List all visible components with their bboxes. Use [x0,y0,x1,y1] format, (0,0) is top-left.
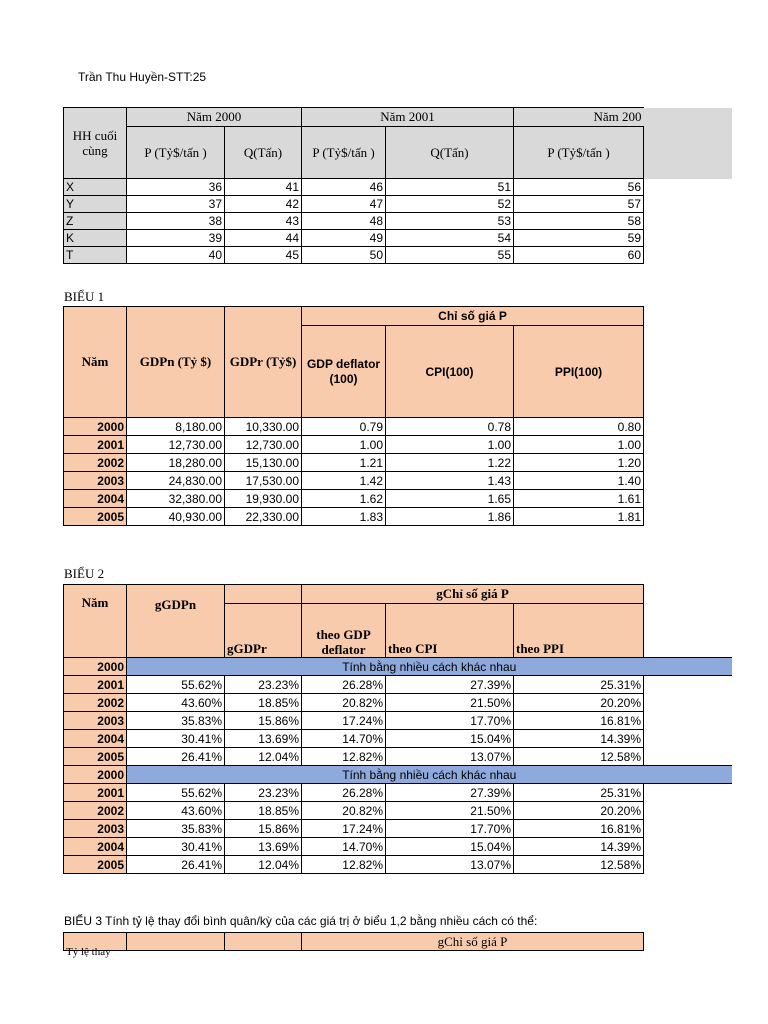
empty-cell [644,838,732,856]
year-cell: 2004 [64,490,127,508]
year-cell: 2001 [64,784,127,802]
theo-cpi-header: theo CPI [386,604,514,658]
bieu3-table-clip [63,932,644,958]
cell: 17.70% [386,820,514,838]
cell: 12.82% [302,748,386,766]
empty-cell [644,604,732,658]
cell: 55 [386,247,514,264]
cell: 53 [386,213,514,230]
gprice-index-group-header: gChỉ số giá P [302,933,644,951]
cell: 0.78 [386,418,514,436]
cell: 21.50% [386,694,514,712]
empty-cell [644,802,732,820]
goods-header: HH cuối cùng [64,108,127,179]
ggdpr-header: gGDPr [225,604,302,658]
cell: 57 [514,196,644,213]
table-row [64,247,732,264]
table-row [64,820,732,838]
empty-cell [644,856,732,874]
row-label: X [64,179,127,196]
year-cell: 2004 [64,730,127,748]
table-row [64,784,732,802]
empty-cell [644,230,732,247]
cell: 27.39% [386,676,514,694]
cell: 25.31% [514,784,644,802]
cell: 43 [225,213,302,230]
cell: 26.28% [302,676,386,694]
cell: 35.83% [127,712,225,730]
cell: 12.58% [514,856,644,874]
rate-header-text: Tỷ lệ thay [66,946,111,958]
cell: 17.24% [302,820,386,838]
document-title: Trần Thu Huyền-STT:25 [78,70,207,84]
table-row [64,676,732,694]
bieu3-table [63,932,644,958]
cell: 13.07% [386,748,514,766]
table-row [64,436,644,454]
year-cell: 2003 [64,472,127,490]
ggdpn-header: gGDPn [127,585,225,658]
empty-cell [644,213,732,230]
cell: 12.04% [225,748,302,766]
cell: 14.39% [514,838,644,856]
price-header: P (Tỷ$/tấn ) [302,127,386,179]
year-cell: 2000 [64,418,127,436]
year-cell: 2002 [64,694,127,712]
cell: 43.60% [127,802,225,820]
empty-cell [644,179,732,196]
cell: 59 [514,230,644,247]
cell: 18.85% [225,694,302,712]
cell: 30.41% [127,730,225,748]
bieu2-table [63,584,732,874]
empty-header [225,585,302,604]
cell: 25.31% [514,676,644,694]
method-band-row [64,766,732,784]
row-label: Y [64,196,127,213]
table-row [64,856,732,874]
cell: 32,380.00 [127,490,225,508]
table-row [64,230,732,247]
cell: 46 [302,179,386,196]
cpi-header: CPI(100) [386,326,514,418]
cell: 0.79 [302,418,386,436]
gprice-index-group-header: gChỉ số giá P [302,585,644,604]
empty-cell [644,247,732,264]
cell: 1.00 [386,436,514,454]
cell: 12,730.00 [127,436,225,454]
empty-header [127,933,225,951]
cell: 1.83 [302,508,386,526]
table-row [64,196,732,213]
year-cell: 2001 [64,676,127,694]
cell: 23.23% [225,676,302,694]
cell: 13.07% [386,856,514,874]
theo-ppi-header: theo PPI [514,604,644,658]
cell: 48 [302,213,386,230]
cell: 21.50% [386,802,514,820]
cell: 18.85% [225,802,302,820]
empty-cell [644,694,732,712]
cell: 1.20 [514,454,644,472]
row-label: T [64,247,127,264]
cell: 55.62% [127,784,225,802]
cell: 14.39% [514,730,644,748]
empty-header [225,933,302,951]
year-cell: 2003 [64,820,127,838]
price-header: P (Tỷ$/tấn ) [127,127,225,179]
cell: 1.65 [386,490,514,508]
bieu2-caption: BIỂU 2 [64,566,105,581]
cell: 36 [127,179,225,196]
year-cell: 2000 [64,766,127,784]
empty-cell [644,820,732,838]
cell: 13.69% [225,838,302,856]
cell: 12,730.00 [225,436,302,454]
table-row [64,712,732,730]
table-row [64,694,732,712]
year-cell: 2000 [64,658,127,676]
cell: 17.70% [386,712,514,730]
cell: 15.86% [225,820,302,838]
price-quantity-table [63,107,732,264]
price-index-group-header: Chỉ số giá P [302,307,644,326]
year-cell: 2002 [64,802,127,820]
cell: 24,830.00 [127,472,225,490]
empty-cell [644,585,732,604]
cell: 60 [514,247,644,264]
cell: 20.82% [302,694,386,712]
gdpr-header: GDPr (Tỷ$) [225,307,302,418]
cell: 12.82% [302,856,386,874]
year-cell: 2001 [64,436,127,454]
cell: 37 [127,196,225,213]
cell: 15,130.00 [225,454,302,472]
gdp-deflator-header: GDP deflator (100) [302,326,386,418]
cell: 0.80 [514,418,644,436]
empty-cell [644,196,732,213]
cell: 16.81% [514,820,644,838]
year-cell: 2004 [64,838,127,856]
cell: 1.00 [514,436,644,454]
year-cell: 2005 [64,856,127,874]
cell: 1.22 [386,454,514,472]
cell: 1.43 [386,472,514,490]
cell: 50 [302,247,386,264]
cell: 26.41% [127,748,225,766]
header-fill [644,108,732,127]
price-header: P (Tỷ$/tấn ) [514,127,644,179]
method-band: Tính bằng nhiều cách khác nhau [127,658,732,676]
bieu1-caption: BIỂU 1 [64,289,105,304]
year-cell: 2005 [64,508,127,526]
method-band-row [64,658,732,676]
cell: 47 [302,196,386,213]
bieu3-caption: BIỂU 3 Tính tỷ lệ thay đổi bình quân/kỳ của các giá trị ở biểu 1,2 bằng nhiều cách có thể: [64,914,538,928]
cell: 10,330.00 [225,418,302,436]
year-header: Năm [64,307,127,418]
cell: 55.62% [127,676,225,694]
year-header: Năm [64,585,127,658]
cell: 15.04% [386,730,514,748]
year-cell: 2002 [64,454,127,472]
cell: 1.42 [302,472,386,490]
table-row [64,179,732,196]
rate-header-partial [64,933,127,958]
row-label: K [64,230,127,247]
bieu1-table [63,306,644,526]
cell: 26.28% [302,784,386,802]
table-row [64,454,644,472]
cell: 14.70% [302,838,386,856]
table-row [64,730,732,748]
table-row [64,213,732,230]
cell: 54 [386,230,514,247]
cell: 17.24% [302,712,386,730]
cell: 20.82% [302,802,386,820]
quantity-header: Q(Tấn) [386,127,514,179]
table-row [64,490,644,508]
empty-cell [644,712,732,730]
table-row [64,508,644,526]
ppi-header: PPI(100) [514,326,644,418]
theo-gdp-deflator-header: theo GDP deflator [302,604,386,658]
cell: 1.40 [514,472,644,490]
cell: 18,280.00 [127,454,225,472]
quantity-header: Q(Tấn) [225,127,302,179]
table-row [64,802,732,820]
table-row [64,472,644,490]
cell: 1.86 [386,508,514,526]
year-2001-header: Năm 2001 [302,108,514,127]
cell: 40 [127,247,225,264]
method-band: Tính bằng nhiều cách khác nhau [127,766,732,784]
table-row [64,838,732,856]
year-cell: 2005 [64,748,127,766]
cell: 16.81% [514,712,644,730]
cell: 58 [514,213,644,230]
cell: 39 [127,230,225,247]
cell: 20.20% [514,694,644,712]
cell: 13.69% [225,730,302,748]
cell: 49 [302,230,386,247]
empty-cell [644,784,732,802]
cell: 1.21 [302,454,386,472]
cell: 56 [514,179,644,196]
cell: 1.61 [514,490,644,508]
cell: 42 [225,196,302,213]
cell: 12.04% [225,856,302,874]
cell: 43.60% [127,694,225,712]
cell: 12.58% [514,748,644,766]
cell: 17,530.00 [225,472,302,490]
year-2002-header: Năm 200 [514,108,644,127]
cell: 15.04% [386,838,514,856]
cell: 8,180.00 [127,418,225,436]
cell: 52 [386,196,514,213]
cell: 38 [127,213,225,230]
empty-cell [644,730,732,748]
cell: 23.23% [225,784,302,802]
gdpn-header: GDPn (Tỷ $) [127,307,225,418]
empty-cell [644,676,732,694]
table-row [64,418,644,436]
cell: 44 [225,230,302,247]
cell: 35.83% [127,820,225,838]
cell: 30.41% [127,838,225,856]
cell: 15.86% [225,712,302,730]
empty-cell [644,748,732,766]
cell: 19,930.00 [225,490,302,508]
cell: 1.00 [302,436,386,454]
cell: 40,930.00 [127,508,225,526]
cell: 27.39% [386,784,514,802]
cell: 14.70% [302,730,386,748]
cell: 45 [225,247,302,264]
cell: 1.81 [514,508,644,526]
cell: 20.20% [514,802,644,820]
year-cell: 2003 [64,712,127,730]
row-label: Z [64,213,127,230]
cell: 26.41% [127,856,225,874]
cell: 1.62 [302,490,386,508]
year-2000-header: Năm 2000 [127,108,302,127]
table-row [64,748,732,766]
cell: 22,330.00 [225,508,302,526]
cell: 41 [225,179,302,196]
header-fill [644,127,732,179]
cell: 51 [386,179,514,196]
